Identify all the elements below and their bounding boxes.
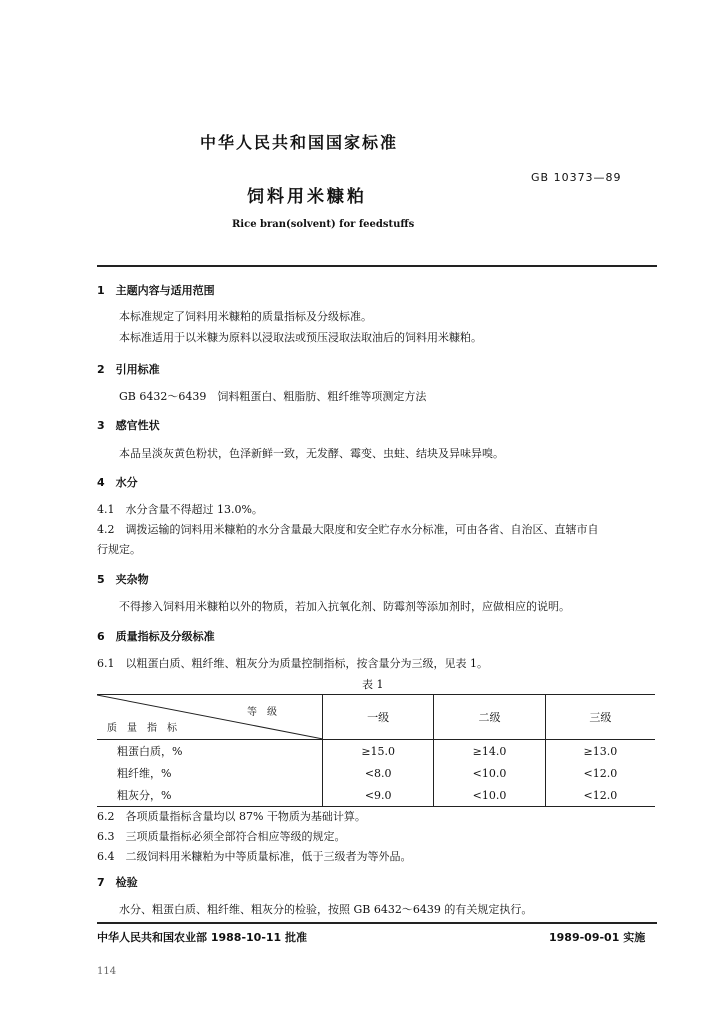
national-standard-heading: 中华人民共和国国家标准 bbox=[200, 133, 399, 152]
row-label: 粗蛋白质，% bbox=[117, 745, 183, 758]
table-cell: <12.0 bbox=[545, 762, 655, 784]
table-row bbox=[97, 762, 655, 784]
section-4-heading: 4 水分 bbox=[97, 476, 138, 489]
table-row bbox=[97, 740, 655, 763]
table-cell: <8.0 bbox=[323, 762, 434, 784]
standard-code: GB 10373—89 bbox=[531, 171, 622, 184]
clause-6-3: 6.3 三项质量指标必须全部符合相应等级的规定。 bbox=[97, 830, 346, 843]
section-1-paragraph-2: 本标准适用于以米糠为原料以浸取法或预压浸取法取油后的饲料用米糠粕。 bbox=[119, 331, 482, 344]
header-rule bbox=[97, 265, 657, 267]
section-2-heading: 2 引用标准 bbox=[97, 363, 160, 376]
grade-header-1: 一级 bbox=[323, 695, 434, 740]
table-corner-cell bbox=[97, 695, 323, 740]
clause-6-4: 6.4 二级饲料用米糠粕为中等质量标准，低于三级者为等外品。 bbox=[97, 850, 412, 863]
clause-4-1: 4.1 水分含量不得超过 13.0%。 bbox=[97, 503, 263, 516]
table-cell: <10.0 bbox=[434, 784, 545, 807]
corner-grade-label: 等 级 bbox=[247, 707, 277, 718]
quality-grade-table bbox=[97, 694, 655, 807]
section-1-paragraph-1: 本标准规定了饲料用米糠粕的质量指标及分级标准。 bbox=[119, 310, 372, 323]
section-5-heading: 5 夹杂物 bbox=[97, 573, 149, 586]
table-cell: ≥15.0 bbox=[323, 740, 434, 763]
clause-4-2-line-1: 4.2 调拨运输的饲料用米糠粕的水分含量最大限度和安全贮存水分标准，可由各省、自治区、直辖市自 bbox=[97, 523, 599, 536]
row-label: 粗纤维，% bbox=[117, 767, 172, 780]
clause-4-2-line-2: 行规定。 bbox=[97, 543, 141, 556]
section-3-paragraph-1: 本品呈淡灰黄色粉状，色泽新鲜一致，无发酵、霉变、虫蛀、结块及异味异嗅。 bbox=[119, 447, 504, 460]
table-cell: <10.0 bbox=[434, 762, 545, 784]
effective-date: 1989-09-01 实施 bbox=[549, 931, 646, 944]
table-cell: <9.0 bbox=[323, 784, 434, 807]
section-7-paragraph-1: 水分、粗蛋白质、粗纤维、粗灰分的检验，按照 GB 6432～6439 的有关规定执行。 bbox=[119, 903, 533, 916]
table-cell: ≥14.0 bbox=[434, 740, 545, 763]
table-cell: ≥13.0 bbox=[545, 740, 655, 763]
document-title-english: Rice bran(solvent) for feedstuffs bbox=[232, 219, 415, 230]
section-3-heading: 3 感官性状 bbox=[97, 419, 160, 432]
row-label: 粗灰分，% bbox=[97, 784, 323, 807]
approval-line: 中华人民共和国农业部 1988-10-11 批准 bbox=[97, 931, 308, 944]
section-2-paragraph-1: GB 6432～6439 饲料粗蛋白、粗脂肪、粗纤维等项测定方法 bbox=[119, 390, 427, 403]
section-5-paragraph-1: 不得掺入饲料用米糠粕以外的物质，若加入抗氧化剂、防霉剂等添加剂时，应做相应的说明。 bbox=[119, 600, 570, 613]
corner-indicator-label: 质 量 指 标 bbox=[107, 723, 177, 734]
table-cell: <12.0 bbox=[545, 784, 655, 807]
table-header-row bbox=[97, 695, 655, 740]
table-row bbox=[97, 784, 655, 807]
clause-6-1: 6.1 以粗蛋白质、粗纤维、粗灰分为质量控制指标，按含量分为三级，见表 1。 bbox=[97, 657, 488, 670]
document-title: 饲料用米糠粕 bbox=[247, 187, 367, 207]
page-number: 114 bbox=[97, 966, 117, 977]
section-1-heading: 1 主题内容与适用范围 bbox=[97, 284, 215, 297]
clause-6-2: 6.2 各项质量指标含量均以 87% 干物质为基础计算。 bbox=[97, 810, 366, 823]
section-6-heading: 6 质量指标及分级标准 bbox=[97, 630, 215, 643]
footer-rule bbox=[97, 922, 657, 924]
table-caption: 表 1 bbox=[362, 678, 384, 691]
grade-header-2: 二级 bbox=[434, 695, 545, 740]
section-7-heading: 7 检验 bbox=[97, 876, 138, 889]
grade-header-3: 三级 bbox=[545, 695, 655, 740]
